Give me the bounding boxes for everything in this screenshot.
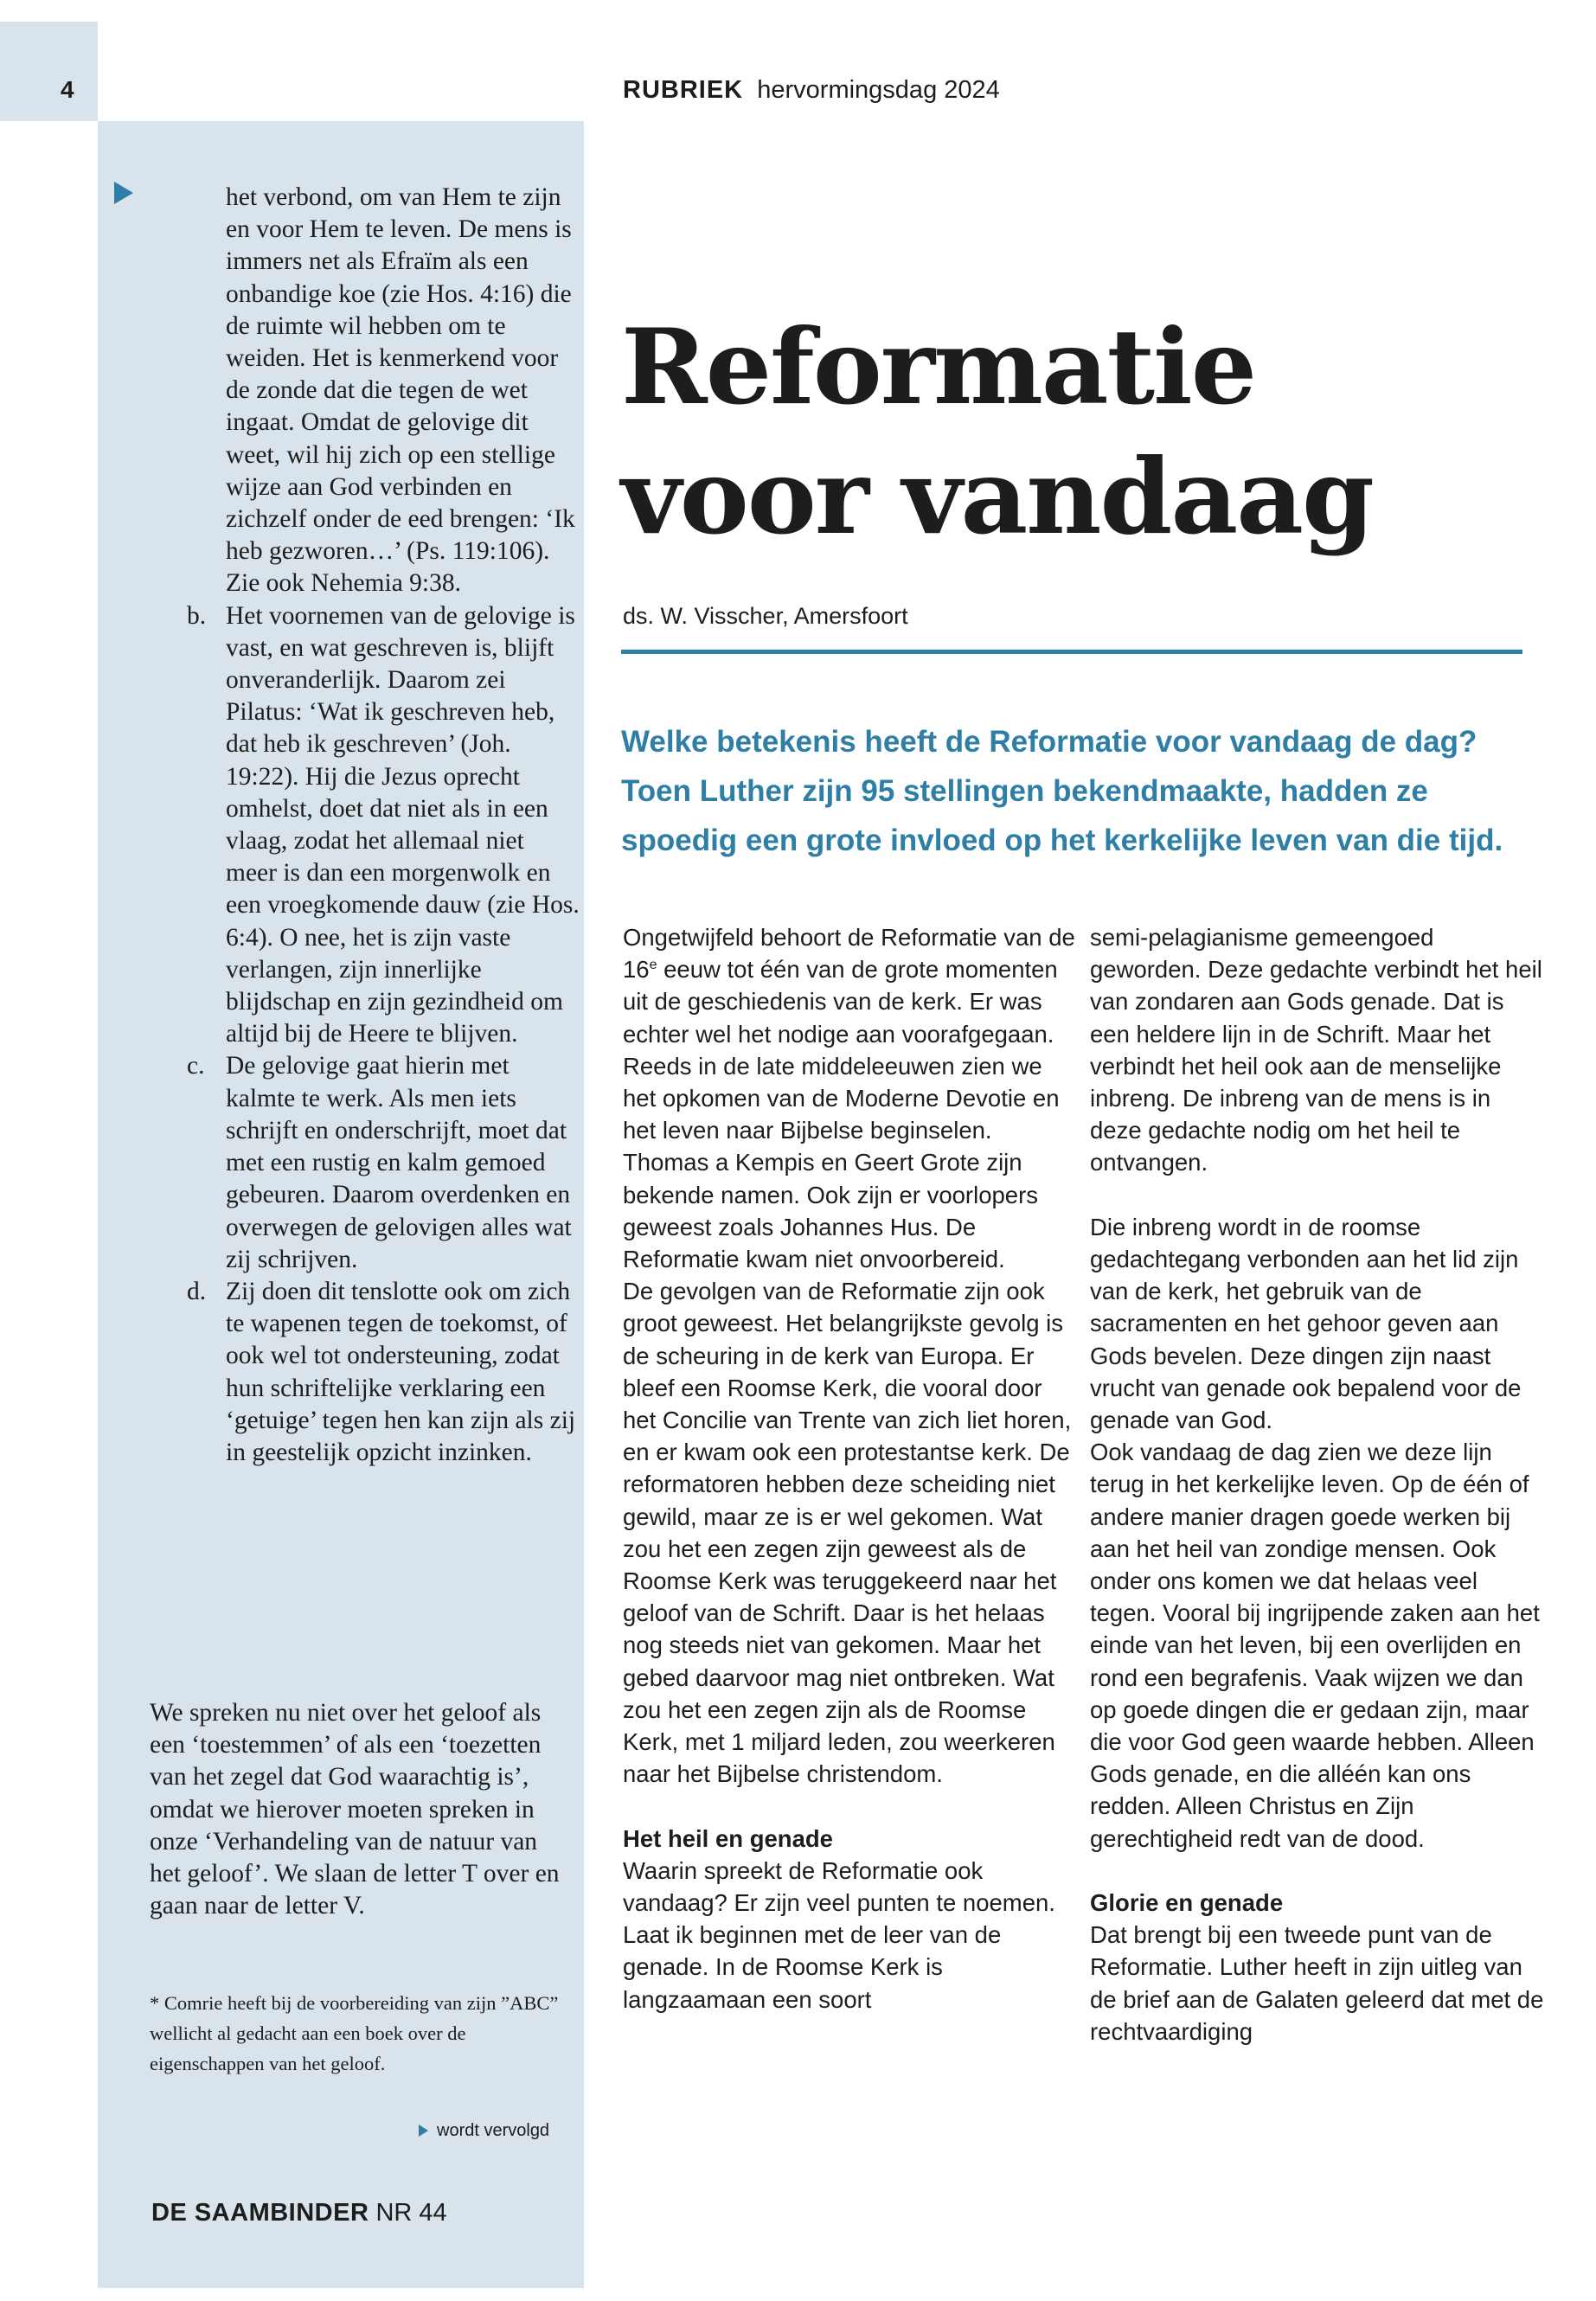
page-number: 4	[61, 76, 74, 103]
title-line-1: Reformatie	[621, 306, 1256, 428]
paragraph: De gevolgen van de Reformatie zijn ook groot geweest. Het belangrijkste gevolg is de scheuring in de kerk van Europa. Er bleef een Roomse Kerk, die vooral door het Concilie van Trente van zich liet horen, en er kwam ook een protestantse kerk. De reformatoren hebben deze scheiding niet gewild, maar ze is er wel gekomen. Wat zou het een zegen zijn geweest als de Roomse Kerk was teruggekeerd naar het geloof van de Schrift. Daar is het helaas nog steeds niet van gekomen. Maar het gebed daarvoor mag niet ontbreken. Wat zou het een zegen zijn als de Roomse Kerk, met 1 miljard leden, zou weerkeren naar het Bijbelse christendom.	[623, 1278, 1072, 1788]
section-label: RUBRIEK	[623, 76, 744, 104]
continuation-arrow-icon	[114, 182, 133, 204]
article-column-2	[1090, 921, 1544, 2048]
continued-note: wordt vervolgd	[419, 2121, 549, 2141]
title-line-2: voor vandaag	[621, 436, 1373, 558]
magazine-footer	[151, 2199, 447, 2227]
continued-arrow-icon	[419, 2125, 428, 2137]
article-column-1	[623, 921, 1077, 2016]
paragraph: Waarin spreekt de Reformatie ook vandaag? Er zijn veel punten te noemen. Laat ik beginnen met de leer van de genade. In de Roomse Kerk is langzaamaan een soort	[623, 1856, 1055, 2013]
list-item: c. De gelovige gaat hierin met kalmte te werk. Als men iets schrijft en onderschrijft, moet dat met een rustig en kalm gemoed gebeuren. Daarom overdenken en overwegen de gelovigen alles wat zij schrijven.	[187, 1052, 572, 1273]
subheading: Glorie en genade	[1090, 1889, 1284, 1917]
list-item: het verbond, om van Hem te zijn en voor Hem te leven. De mens is immers net als Efraïm als een onbandige koe (zie Hos. 4:16) die de ruimte wil hebben om te weiden. Het is kenmerkend voor de zonde dat die tegen de wet ingaat. Omdat de gelovige dit weet, wil hij zich op een stellige wijze aan God verbinden en zichzelf onder de eed brengen: ‘Ik heb gezworen…’ (Ps. 119:106). Zie ook Nehemia 9:38.	[226, 183, 575, 598]
section-header	[623, 76, 1000, 105]
paragraph: Ook vandaag de dag zien we deze lijn terug in het kerkelijke leven. Op de één of andere manier dragen goede werken bij aan het heil van zondige mensen. Ook onder ons komen we dat helaas veel tegen. Vooral bij ingrijpende zaken aan het einde van het leven, bij een overlijden en rond een begrafenis. Vaak wijzen we dan op goede dingen die er gedaan zijn, maar die voor God geen waarde hebben. Alleen Gods genade, en die alléén kan ons redden. Alleen Christus en Zijn gerechtigheid redt van de dood.	[1090, 1439, 1540, 1852]
article-title	[621, 303, 1529, 562]
title-divider	[621, 650, 1522, 654]
paragraph: Dat brengt bij een tweede punt van de Reformatie. Luther heeft in zijn uitleg van de brief aan de Galaten geleerd dat met de rechtvaardiging	[1090, 1921, 1544, 2045]
section-topic: hervormingsdag 2024	[757, 76, 1000, 104]
sidebar-list	[156, 182, 580, 1469]
article-intro: Welke betekenis heeft de Reformatie voor vandaag de dag? Toen Luther zijn 95 stellingen bekendmaakte, hadden ze spoedig een grote invloed op het kerkelijke leven van die tijd.	[621, 725, 1503, 857]
subheading: Het heil en genade	[623, 1824, 833, 1852]
list-item: d. Zij doen dit tenslotte ook om zich te wapenen tegen de toekomst, of ook wel tot ondersteuning, zodat hun schriftelijke verklaring een ‘getuige’ tegen hen kan zijn als zij in geestelijk opzicht inzinken.	[187, 1277, 576, 1466]
paragraph: Die inbreng wordt in de roomse gedachtegang verbonden aan het lid zijn van de kerk, het gebruik van de sacramenten en het gehoor geven aan Gods bevelen. Deze dingen zijn naast vrucht van genade ook bepalend voor de genade van God.	[1090, 1213, 1522, 1434]
magazine-name: DE SAAMBINDER	[151, 2199, 369, 2227]
issue-number: NR 44	[375, 2199, 447, 2227]
paragraph: semi-pelagianisme gemeengoed geworden. Deze gedachte verbindt het heil van zondaren aan Gods genade. Dat is een heldere lijn in de Schrift. Maar het verbindt het heil ook aan de menselijke inbreng. De inbreng van de mens is in deze gedachte nodig om het heil te ontvangen.	[1090, 924, 1542, 1176]
paragraph: Ongetwijfeld behoort de Reformatie van de 16e eeuw tot één van de grote momenten uit de geschiedenis van de kerk. Er was echter wel het nodige aan voorafgegaan. Reeds in de late middeleeuwen zien we het opkomen van de Moderne Devotie en het leven naar Bijbelse beginselen. Thomas a Kempis en Geert Grote zijn bekende namen. Ook zijn er voorlopers geweest zoals Johannes Hus. De Reformatie kwam niet onvoorbereid.	[623, 924, 1075, 1273]
list-item: b. Het voornemen van de gelovige is vast, en wat geschreven is, blijft onveranderlijk. Daarom zei Pilatus: ‘Wat ik geschreven heb, dat heb ik geschreven’ (Joh. 19:22). Hij die Jezus oprecht omhelst, doet dat niet als in een vlaag, zodat het allemaal niet meer is dan een morgenwolk en een vroegkomende dauw (zie Hos. 6:4). O nee, het is zijn vaste verlangen, zijn innerlijke blijdschap en zijn gezindheid om altijd bij de Heere te blijven.	[187, 601, 580, 1048]
footnote: * Comrie heeft bij de voorbereiding van zijn ”ABC” wellicht al gedacht aan een boek over de eigenschappen van het geloof.	[150, 1992, 559, 2074]
page-number-tab	[0, 22, 98, 121]
byline: ds. W. Visscher, Amersfoort	[623, 603, 908, 629]
sidebar-closing-paragraph: We spreken nu niet over het geloof als een ‘toestemmen’ of als een ‘toezetten van het zegel dat God waarachtig is’, omdat we hierover moeten spreken in onze ‘Verhandeling van de natuur van het geloof’. We slaan de letter T over en gaan naar de letter V.	[150, 1699, 560, 1920]
